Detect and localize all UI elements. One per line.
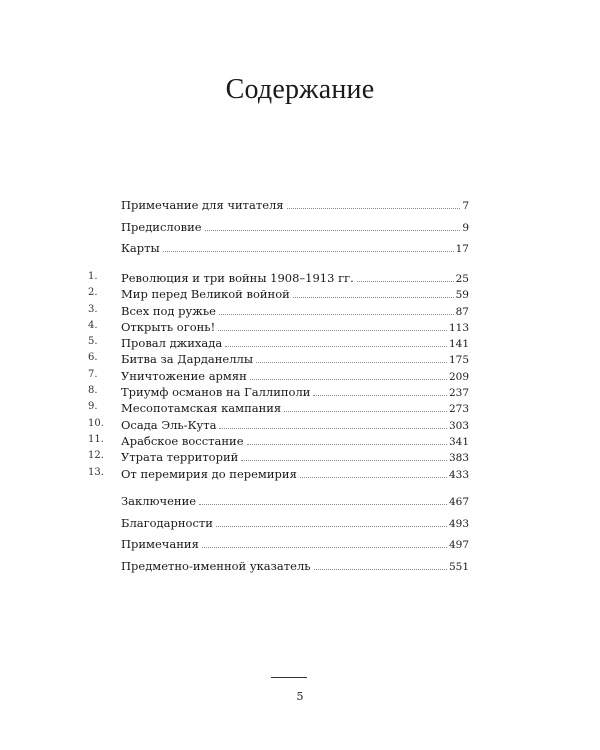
toc-entry-title: Открыть огонь! <box>121 319 216 334</box>
toc-chapters <box>0 271 600 483</box>
toc-entry-page: 113 <box>448 321 469 334</box>
page-title: Содержание <box>225 74 375 105</box>
toc-chapter-entry[interactable] <box>0 418 600 434</box>
footer-divider <box>271 677 307 678</box>
toc-entry[interactable] <box>0 241 600 263</box>
toc-entry-title: Провал джихада <box>121 336 223 351</box>
toc-entry-title: Осада Эль-Кута <box>121 417 217 432</box>
toc-dot-leader <box>313 395 447 396</box>
toc-entry-page: 175 <box>448 354 469 367</box>
toc-entry-page: 237 <box>448 387 469 400</box>
toc-entry-title: Примечание для читателя <box>121 198 284 212</box>
toc-entry-title: Благодарности <box>121 515 213 530</box>
toc-dot-leader <box>202 547 447 548</box>
toc-chapter-entry[interactable] <box>0 336 600 352</box>
toc-entry-title: Утрата территорий <box>121 450 239 465</box>
toc-back-matter <box>0 494 600 580</box>
toc-entry-title: От перемирия до перемирия <box>121 466 297 481</box>
toc-dot-leader <box>256 362 447 363</box>
toc-dot-leader <box>357 281 454 282</box>
toc-entry-page: 25 <box>455 273 469 285</box>
toc-chapter-number: 13. <box>88 466 104 478</box>
toc-chapter-number: 6. <box>88 352 98 364</box>
toc-entry-title: Предисловие <box>121 219 202 234</box>
toc-chapter-entry[interactable] <box>0 450 600 466</box>
toc-dot-leader <box>225 346 447 347</box>
toc-front-matter <box>0 198 600 263</box>
toc-entry-page: 493 <box>448 517 469 530</box>
toc-dot-leader <box>216 526 447 527</box>
toc-entry[interactable] <box>0 494 600 516</box>
toc-entry[interactable] <box>0 198 600 220</box>
toc-chapter-number: 4. <box>88 319 98 331</box>
toc-entry-page: 209 <box>448 370 469 383</box>
toc-chapter-number: 1. <box>88 271 98 282</box>
toc-chapter-number: 8. <box>88 385 98 397</box>
toc-entry-title: Месопотамская кампания <box>121 401 282 416</box>
toc-entry-page: 433 <box>448 468 469 481</box>
toc-dot-leader <box>300 477 447 478</box>
toc-entry-title: Мир перед Великой войной <box>121 287 290 302</box>
toc-entry-title: Триумф османов на Галлиполи <box>121 385 311 400</box>
toc-dot-leader <box>293 297 454 298</box>
toc-chapter-number: 12. <box>88 450 104 462</box>
toc-chapter-entry[interactable] <box>0 320 600 336</box>
toc-entry-page: 273 <box>448 403 469 416</box>
toc-chapter-number: 5. <box>88 336 98 348</box>
toc-dot-leader <box>247 444 447 445</box>
toc-chapter-number: 3. <box>88 303 98 315</box>
toc-entry-page: 497 <box>448 539 469 551</box>
toc-chapter-entry[interactable] <box>0 401 600 417</box>
toc-entry-title: Карты <box>121 241 160 255</box>
page-number: 5 <box>296 690 304 703</box>
toc-chapter-number: 2. <box>88 287 98 299</box>
toc-dot-leader <box>219 428 446 429</box>
toc-dot-leader <box>163 251 454 252</box>
toc-dot-leader <box>287 208 461 209</box>
toc-dot-leader <box>250 379 447 380</box>
toc-entry-title: Уничтожение армян <box>121 368 247 383</box>
toc-chapter-entry[interactable] <box>0 434 600 450</box>
toc-chapter-entry[interactable] <box>0 304 600 320</box>
toc-entry-title: Революция и три войны 1908–1913 гг. <box>121 271 354 285</box>
toc-chapter-entry[interactable] <box>0 369 600 385</box>
toc-entry-title: Заключение <box>121 494 197 508</box>
toc-entry[interactable] <box>0 559 600 581</box>
toc-entry-title: Всех под ружье <box>121 303 216 318</box>
toc-entry-title: Битва за Дарданеллы <box>121 352 253 367</box>
toc-entry-page: 59 <box>455 289 469 302</box>
toc-chapter-entry[interactable] <box>0 352 600 368</box>
toc-dot-leader <box>314 569 447 570</box>
toc-chapter-number: 7. <box>88 368 98 380</box>
toc-chapter-entry[interactable] <box>0 271 600 287</box>
toc-entry-page: 141 <box>448 338 469 351</box>
toc-entry-page: 303 <box>448 419 469 432</box>
toc-dot-leader <box>219 314 454 315</box>
toc-dot-leader <box>241 460 447 461</box>
toc-entry-page: 467 <box>448 496 469 508</box>
toc-entry-title: Арабское восстание <box>121 433 244 448</box>
toc-entry-page: 7 <box>462 200 469 212</box>
toc-chapter-entry[interactable] <box>0 287 600 303</box>
toc-chapter-entry[interactable] <box>0 385 600 401</box>
toc-dot-leader <box>199 504 447 505</box>
toc-chapter-number: 11. <box>88 433 104 445</box>
toc-dot-leader <box>205 230 461 231</box>
toc-entry-page: 341 <box>448 435 469 448</box>
toc-entry-page: 383 <box>448 452 469 465</box>
toc-entry-page: 17 <box>455 243 469 255</box>
toc-entry-page: 87 <box>455 305 469 318</box>
toc-chapter-number: 10. <box>88 417 104 429</box>
toc-entry[interactable] <box>0 220 600 242</box>
toc-chapter-entry[interactable] <box>0 467 600 483</box>
toc-entry-title: Предметно-именной указатель <box>121 558 311 573</box>
toc-entry[interactable] <box>0 537 600 559</box>
toc-dot-leader <box>218 330 447 331</box>
toc-dot-leader <box>284 411 447 412</box>
toc-entry-page: 551 <box>448 560 469 573</box>
toc-chapter-number: 9. <box>88 401 98 413</box>
toc-entry-page: 9 <box>462 221 469 234</box>
toc-entry[interactable] <box>0 516 600 538</box>
toc-entry-title: Примечания <box>121 537 199 551</box>
